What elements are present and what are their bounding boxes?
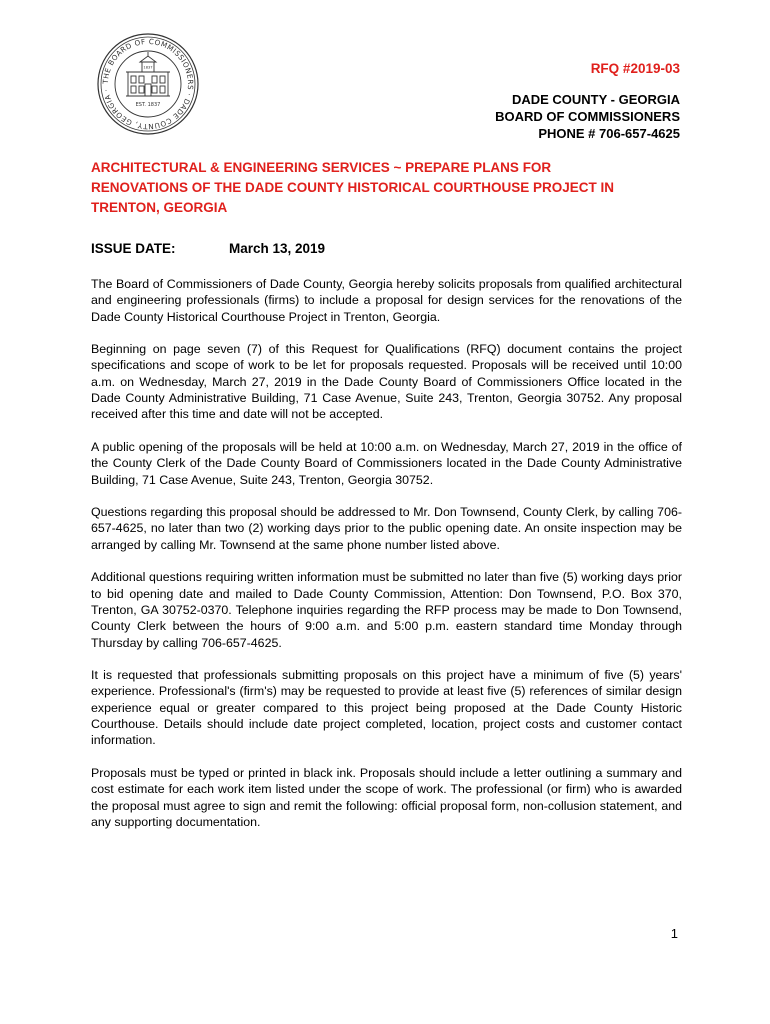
seal-center-year: 1837 xyxy=(143,65,153,70)
rfq-number: RFQ #2019-03 xyxy=(590,61,680,76)
issue-date-row xyxy=(91,241,325,256)
body-text xyxy=(91,276,682,846)
header-board: BOARD OF COMMISSIONERS xyxy=(495,109,680,124)
header-phone: PHONE # 706-657-4625 xyxy=(538,126,680,141)
header-block xyxy=(495,60,680,142)
paragraph: Questions regarding this proposal should be addressed to Mr. Don Townsend, County Clerk, by calling 706-657-4625, no later than two (2) working days prior to the public opening date. An onsite inspection may be arranged by calling Mr. Townsend at the same phone number listed above. xyxy=(91,505,682,552)
county-seal-logo xyxy=(96,32,200,136)
paragraph: A public opening of the proposals will be held at 10:00 a.m. on Wednesday, March 27, 2019 in the office of the County Clerk of the Dade County Board of Commissioners located in the Dade County Administrative Building, 71 Case Avenue, Suite 243, Trenton, Georgia 30752. xyxy=(91,439,682,487)
paragraph: The Board of Commissioners of Dade County, Georgia hereby solicits proposals from qualified architectural and engineering professionals (firms) to include a proposal for design services for the renovations of the Dade County Historical Courthouse Project in Trenton, Georgia. xyxy=(91,277,682,324)
issue-date-label: ISSUE DATE: xyxy=(91,241,176,256)
paragraph: Beginning on page seven (7) of this Request for Qualifications (RFQ) document contains the project specifications and scope of work to be let for proposals requested. Proposals will be received until 10:00 a.m. on Wednesday, March 27, 2019 in the Dade County Board of Commissioners Office located in the Dade County Administrative Building, 71 Case Avenue, Suite 243, Trenton, Georgia 30752. Any proposal received after this time and date will not be accepted. xyxy=(91,342,682,422)
paragraph: Additional questions requiring written information must be submitted no later than five (5) working days prior to bid opening date and mailed to Dade County Commission, Attention: Don Townsend, P.O. Box 370, Trenton, GA 30752-0370. Telephone inquiries regarding the RFP process may be made to Don Townsend, County Clerk between the hours of 9:00 a.m. and 5:00 p.m. eastern standard time Monday through Thursday by calling 706-657-4625. xyxy=(91,570,682,650)
document-title xyxy=(91,158,691,218)
header-county: DADE COUNTY - GEORGIA xyxy=(511,92,680,107)
issue-date-value: March 13, 2019 xyxy=(229,241,326,256)
title-line-3: TRENTON, GEORGIA xyxy=(91,200,228,215)
title-line-2: RENOVATIONS OF THE DADE COUNTY HISTORICAL COURTHOUSE PROJECT IN xyxy=(91,180,615,195)
paragraph: It is requested that professionals submitting proposals on this project have a minimum of five (5) years' experience. Professional's (firm's) may be requested to provide at least five (5) references of similar design experience equal or greater compared to this project being proposed at the Dade County Historic Courthouse. Details should include date project completed, location, project costs and customer contact information. xyxy=(91,668,682,748)
page-number: 1 xyxy=(670,926,678,941)
seal-ring-text: THE BOARD OF COMMISSIONERS · DADE COUNTY, GEORGIA · xyxy=(100,36,196,132)
paragraph: Proposals must be typed or printed in black ink. Proposals should include a letter outlining a summary and cost estimate for each work item listed under the scope of work. The professional (or firm) who is awarded the proposal must agree to sign and remit the following: official proposal form, non-collusion statement, and any supporting documentation. xyxy=(91,765,682,829)
seal-est-text: EST. 1837 xyxy=(135,102,161,108)
title-line-1: ARCHITECTURAL & ENGINEERING SERVICES ~ PREPARE PLANS FOR xyxy=(91,160,552,175)
